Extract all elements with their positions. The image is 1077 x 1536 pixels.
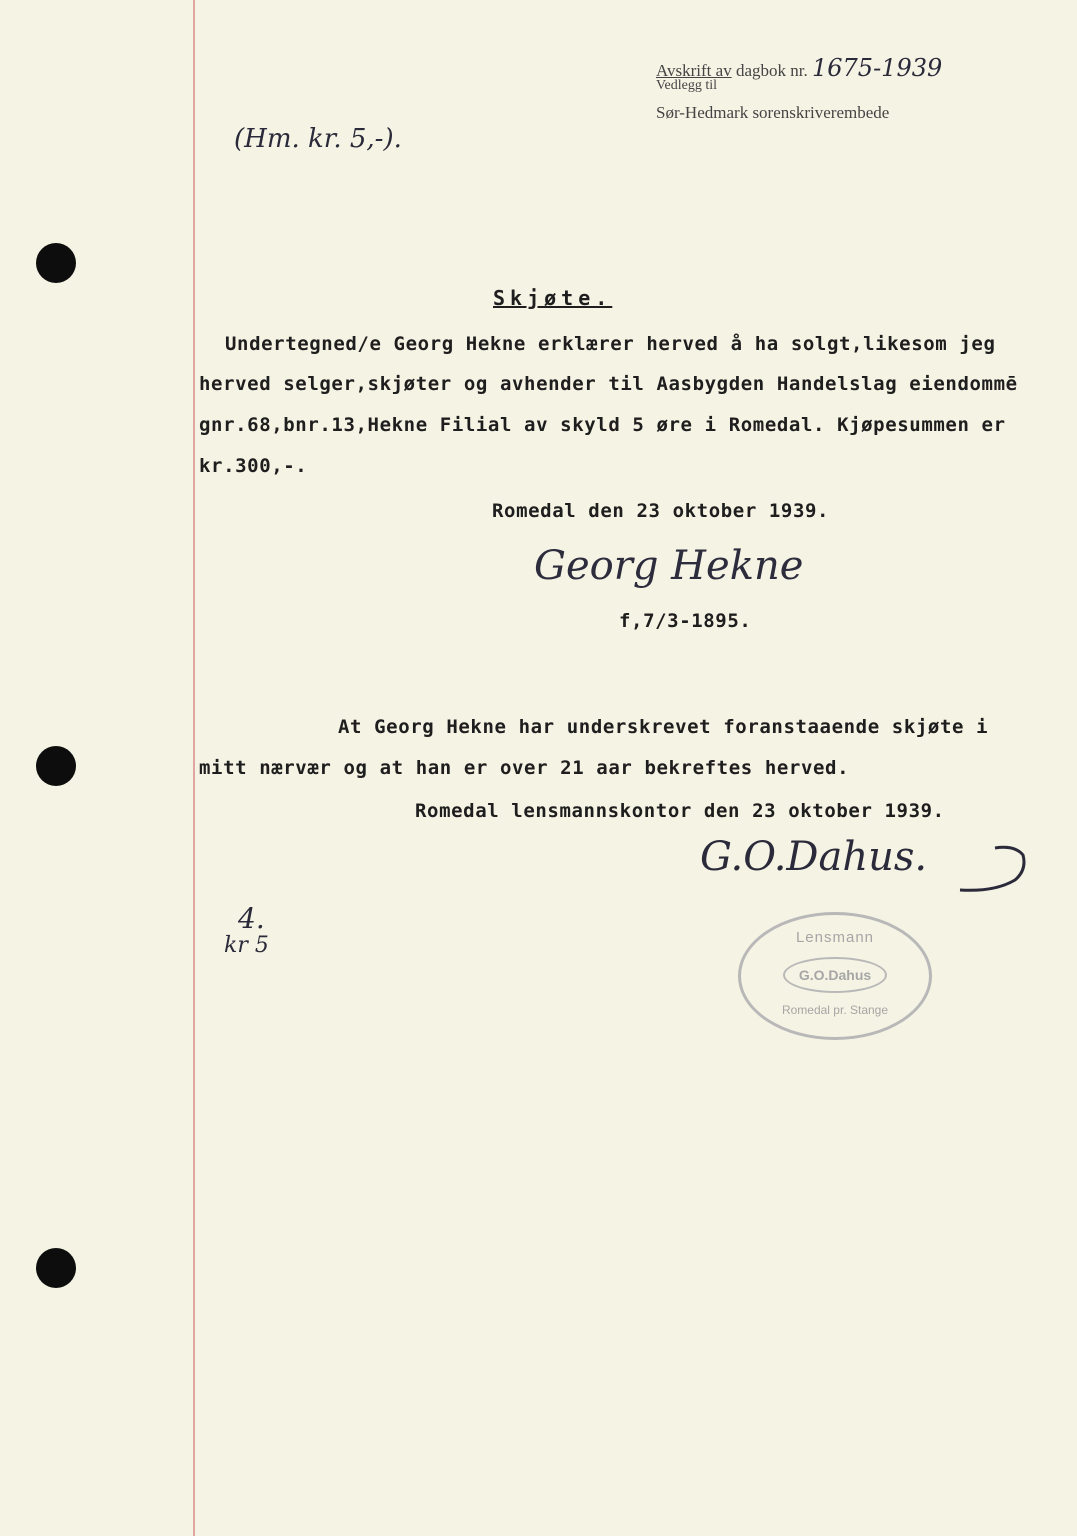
header-dagbok-label: dagbok nr.: [735, 61, 808, 80]
header-dagbok-number: 1675-1939: [811, 54, 943, 82]
official-stamp: [738, 912, 932, 1040]
header-struck-text: Vedlegg til: [656, 78, 718, 93]
punch-hole: [36, 1248, 76, 1288]
margin-line: [193, 0, 195, 1536]
header-prefix: Avskrift av: [656, 61, 732, 80]
official-signature: G.O.Dahus.: [700, 834, 928, 880]
marginal-note: 4.: [238, 902, 265, 935]
attest-line: At Georg Hekne har underskrevet foranstaaende skjøte i: [338, 716, 989, 738]
marginal-note: kr 5: [224, 933, 269, 958]
stamp-place: Romedal pr. Stange: [781, 1003, 889, 1017]
body-line: gnr.68,bnr.13,Hekne Filial av skyld 5 øre i Romedal. Kjøpesummen er: [199, 414, 1006, 436]
fee-note: (Hm. kr. 5,-).: [234, 124, 402, 154]
attest-line: mitt nærvær og at han er over 21 aar bekreftes herved.: [199, 757, 850, 779]
birth-date: f,7/3-1895.: [619, 610, 752, 632]
stamp-title: Lensmann: [795, 929, 875, 946]
document-title: Skjøte.: [493, 286, 613, 310]
stamp-name: G.O.Dahus: [783, 957, 887, 993]
attest-place-date: Romedal lensmannskontor den 23 oktober 1939.: [415, 800, 945, 822]
place-date: Romedal den 23 oktober 1939.: [492, 500, 830, 522]
body-line: kr.300,-.: [199, 455, 308, 477]
body-line: herved selger,skjøter og avhender til Aasbygden Handelslag eiendommē: [199, 373, 1018, 395]
punch-hole: [36, 746, 76, 786]
signature-flourish: [955, 840, 1030, 900]
header-line-2: Sør-Hedmark sorenskriverembede: [656, 103, 890, 122]
signature-georg-hekne: Georg Hekne: [534, 543, 804, 589]
punch-hole: [36, 243, 76, 283]
body-line: Undertegned/e Georg Hekne erklærer herved å ha solgt,likesom jeg: [225, 333, 996, 355]
